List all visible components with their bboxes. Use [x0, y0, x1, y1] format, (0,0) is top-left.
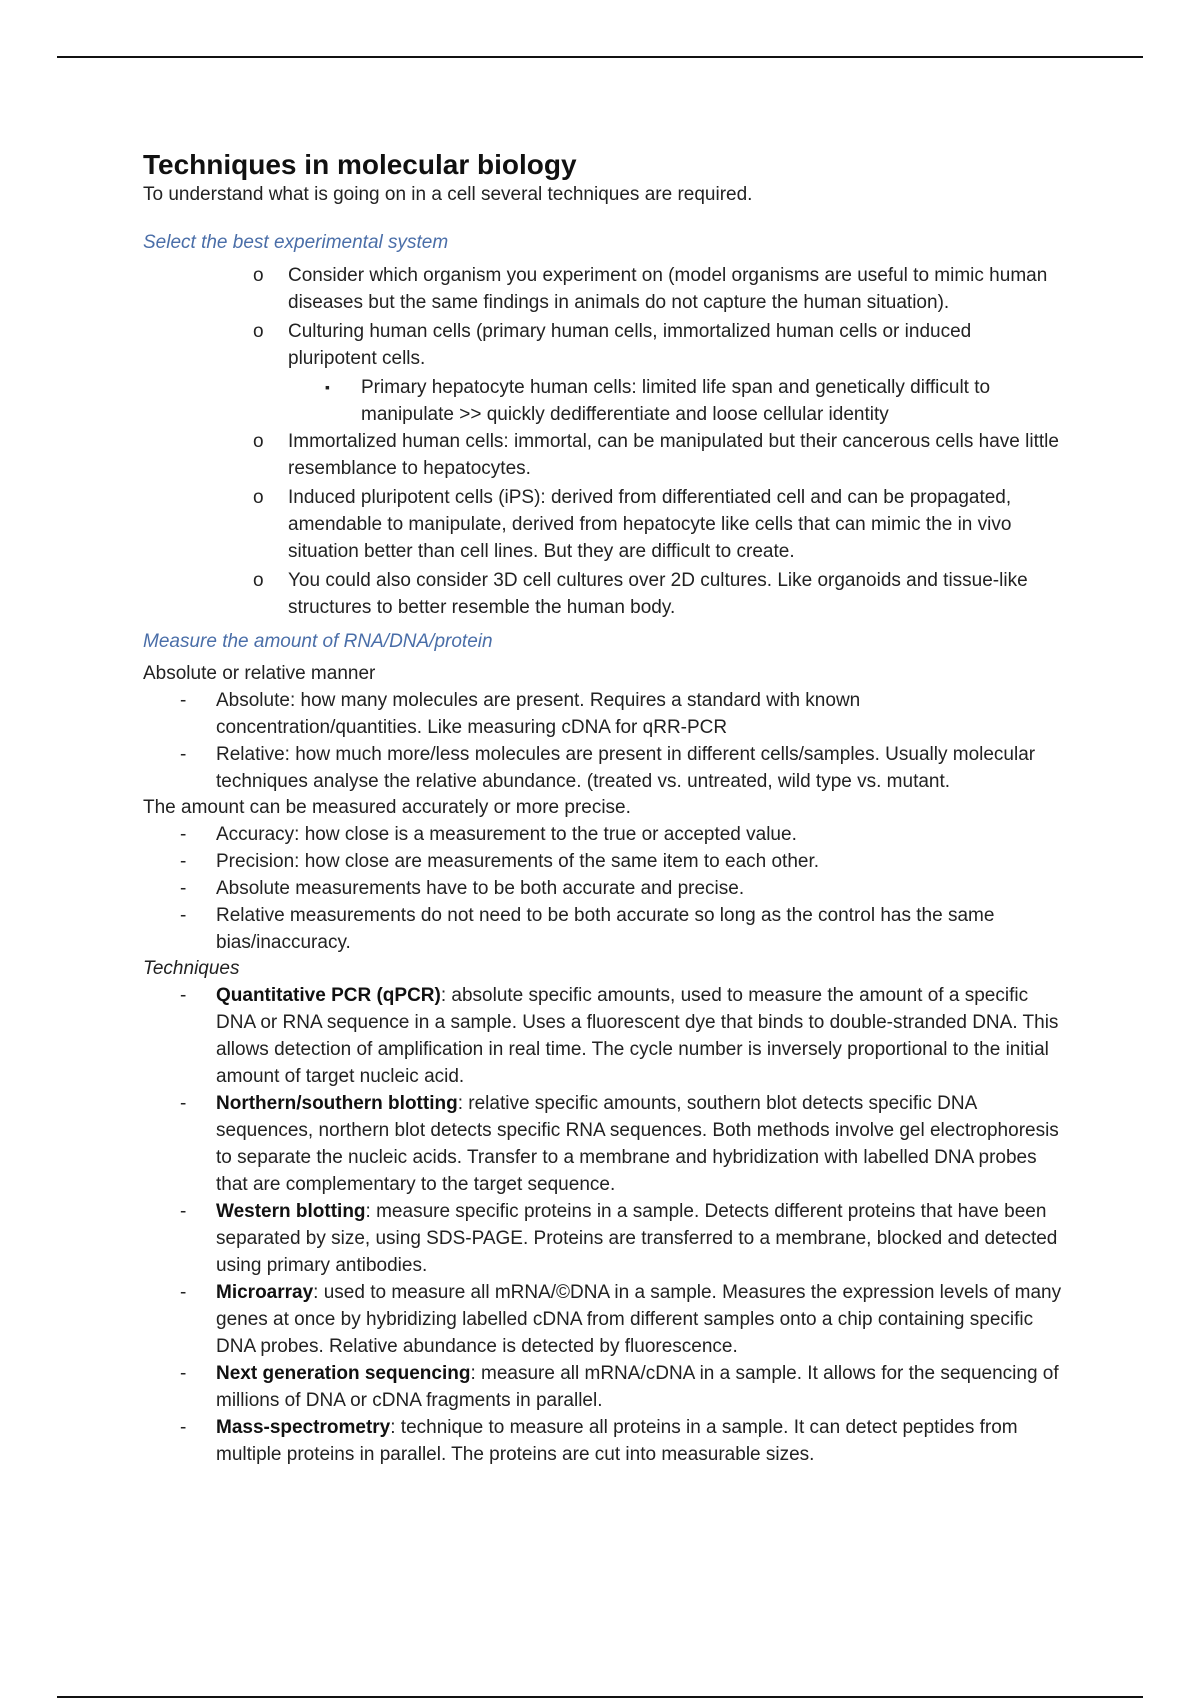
- list-item: o Immortalized human cells: immortal, can be manipulated but their cancerous cells have little resemblance to hepatocytes.: [143, 428, 1063, 482]
- technique-term: Western blotting: [216, 1201, 366, 1222]
- list-item: o Culturing human cells (primary human cells, immortalized human cells or induced pluripotent cells.: [143, 318, 1063, 372]
- circle-bullet-icon: o: [253, 321, 264, 342]
- list-item: - Western blotting: measure specific proteins in a sample. Detects different proteins that have been separated by size, using SDS-PAGE. Proteins are transferred to a membrane, blocked and detected using primary antibodies.: [143, 1198, 1063, 1279]
- square-bullet-icon: ▪: [325, 379, 330, 395]
- paragraph-absolute-relative: Absolute or relative manner: [143, 663, 376, 684]
- technique-term: Northern/southern blotting: [216, 1093, 458, 1114]
- list-item: - Accuracy: how close is a measurement to the true or accepted value.: [143, 821, 1063, 848]
- techniques-label: Techniques: [143, 958, 240, 979]
- bottom-rule: [57, 1696, 1143, 1698]
- list-item: - Absolute measurements have to be both accurate and precise.: [143, 875, 1063, 902]
- dash-bullet-icon: -: [180, 878, 187, 899]
- sub-list: [143, 374, 1063, 428]
- list-item: - Mass-spectrometry: technique to measure all proteins in a sample. It can detect peptides from multiple proteins in parallel. The proteins are cut into measurable sizes.: [143, 1414, 1063, 1468]
- circle-bullet-icon: o: [253, 487, 264, 508]
- dash-bullet-icon: -: [180, 690, 187, 711]
- list-item: - Relative measurements do not need to be both accurate so long as the control has the same bias/inaccuracy.: [143, 902, 1063, 956]
- technique-term: Microarray: [216, 1282, 314, 1303]
- experimental-system-list-continued: [143, 428, 1063, 621]
- list-item: - Microarray: used to measure all mRNA/©DNA in a sample. Measures the expression levels of many genes at once by hybridizing labelled cDNA from different samples onto a chip containing specific DNA probes. Relative abundance is detected by fluorescence.: [143, 1279, 1063, 1360]
- intro-text: To understand what is going on in a cell several techniques are required.: [143, 184, 753, 205]
- list-item: ▪ Primary hepatocyte human cells: limited life span and genetically difficult to manipulate >> quickly dedifferentiate and loose cellular identity: [143, 374, 1063, 428]
- top-rule: [57, 56, 1143, 58]
- dash-bullet-icon: -: [180, 1093, 187, 1114]
- absolute-relative-list: [143, 687, 1063, 795]
- list-item: - Quantitative PCR (qPCR): absolute specific amounts, used to measure the amount of a specific DNA or RNA sequence in a sample. Uses a fluorescent dye that binds to double-stranded DNA. This allows detection of amplification in real time. The cycle number is inversely proportional to the initial amount of target nucleic acid.: [143, 982, 1063, 1090]
- list-item: - Precision: how close are measurements of the same item to each other.: [143, 848, 1063, 875]
- list-item: - Next generation sequencing: measure all mRNA/cDNA in a sample. It allows for the sequencing of millions of DNA or cDNA fragments in parallel.: [143, 1360, 1063, 1414]
- paragraph-accuracy-precision: The amount can be measured accurately or more precise.: [143, 797, 631, 818]
- dash-bullet-icon: -: [180, 744, 187, 765]
- dash-bullet-icon: -: [180, 985, 187, 1006]
- list-item: - Relative: how much more/less molecules are present in different cells/samples. Usually molecular techniques analyse the relative abundance. (treated vs. untreated, wild type vs. mutant.: [143, 741, 1063, 795]
- section-heading-measure-amount: Measure the amount of RNA/DNA/protein: [143, 631, 493, 652]
- dash-bullet-icon: -: [180, 1282, 187, 1303]
- list-item: - Northern/southern blotting: relative specific amounts, southern blot detects specific DNA sequences, northern blot detects specific RNA sequences. Both methods involve gel electrophoresis to separate the nucleic acids. Transfer to a membrane and hybridization with labelled DNA probes that are complementary to the target sequence.: [143, 1090, 1063, 1198]
- document-page: [143, 148, 1063, 1468]
- dash-bullet-icon: -: [180, 851, 187, 872]
- circle-bullet-icon: o: [253, 570, 264, 591]
- page-title: Techniques in molecular biology: [143, 149, 577, 180]
- dash-bullet-icon: -: [180, 1363, 187, 1384]
- list-item: - Absolute: how many molecules are present. Requires a standard with known concentration/quantities. Like measuring cDNA for qRR-PCR: [143, 687, 1063, 741]
- list-item: o Induced pluripotent cells (iPS): derived from differentiated cell and can be propagated, amendable to manipulate, derived from hepatocyte like cells that can mimic the in vivo situation better than cell lines. But they are difficult to create.: [143, 484, 1063, 565]
- dash-bullet-icon: -: [180, 824, 187, 845]
- techniques-list: [143, 982, 1063, 1468]
- dash-bullet-icon: -: [180, 1201, 187, 1222]
- dash-bullet-icon: -: [180, 1417, 187, 1438]
- list-item: o You could also consider 3D cell cultures over 2D cultures. Like organoids and tissue-like structures to better resemble the human body.: [143, 567, 1063, 621]
- technique-term: Quantitative PCR (qPCR): [216, 985, 441, 1006]
- section-heading-experimental-system: Select the best experimental system: [143, 232, 449, 253]
- technique-term: Next generation sequencing: [216, 1363, 471, 1384]
- dash-bullet-icon: -: [180, 905, 187, 926]
- technique-term: Mass-spectrometry: [216, 1417, 391, 1438]
- circle-bullet-icon: o: [253, 265, 264, 286]
- experimental-system-list: [143, 262, 1063, 372]
- circle-bullet-icon: o: [253, 431, 264, 452]
- list-item: o Consider which organism you experiment on (model organisms are useful to mimic human diseases but the same findings in animals do not capture the human situation).: [143, 262, 1063, 316]
- accuracy-precision-list: [143, 821, 1063, 956]
